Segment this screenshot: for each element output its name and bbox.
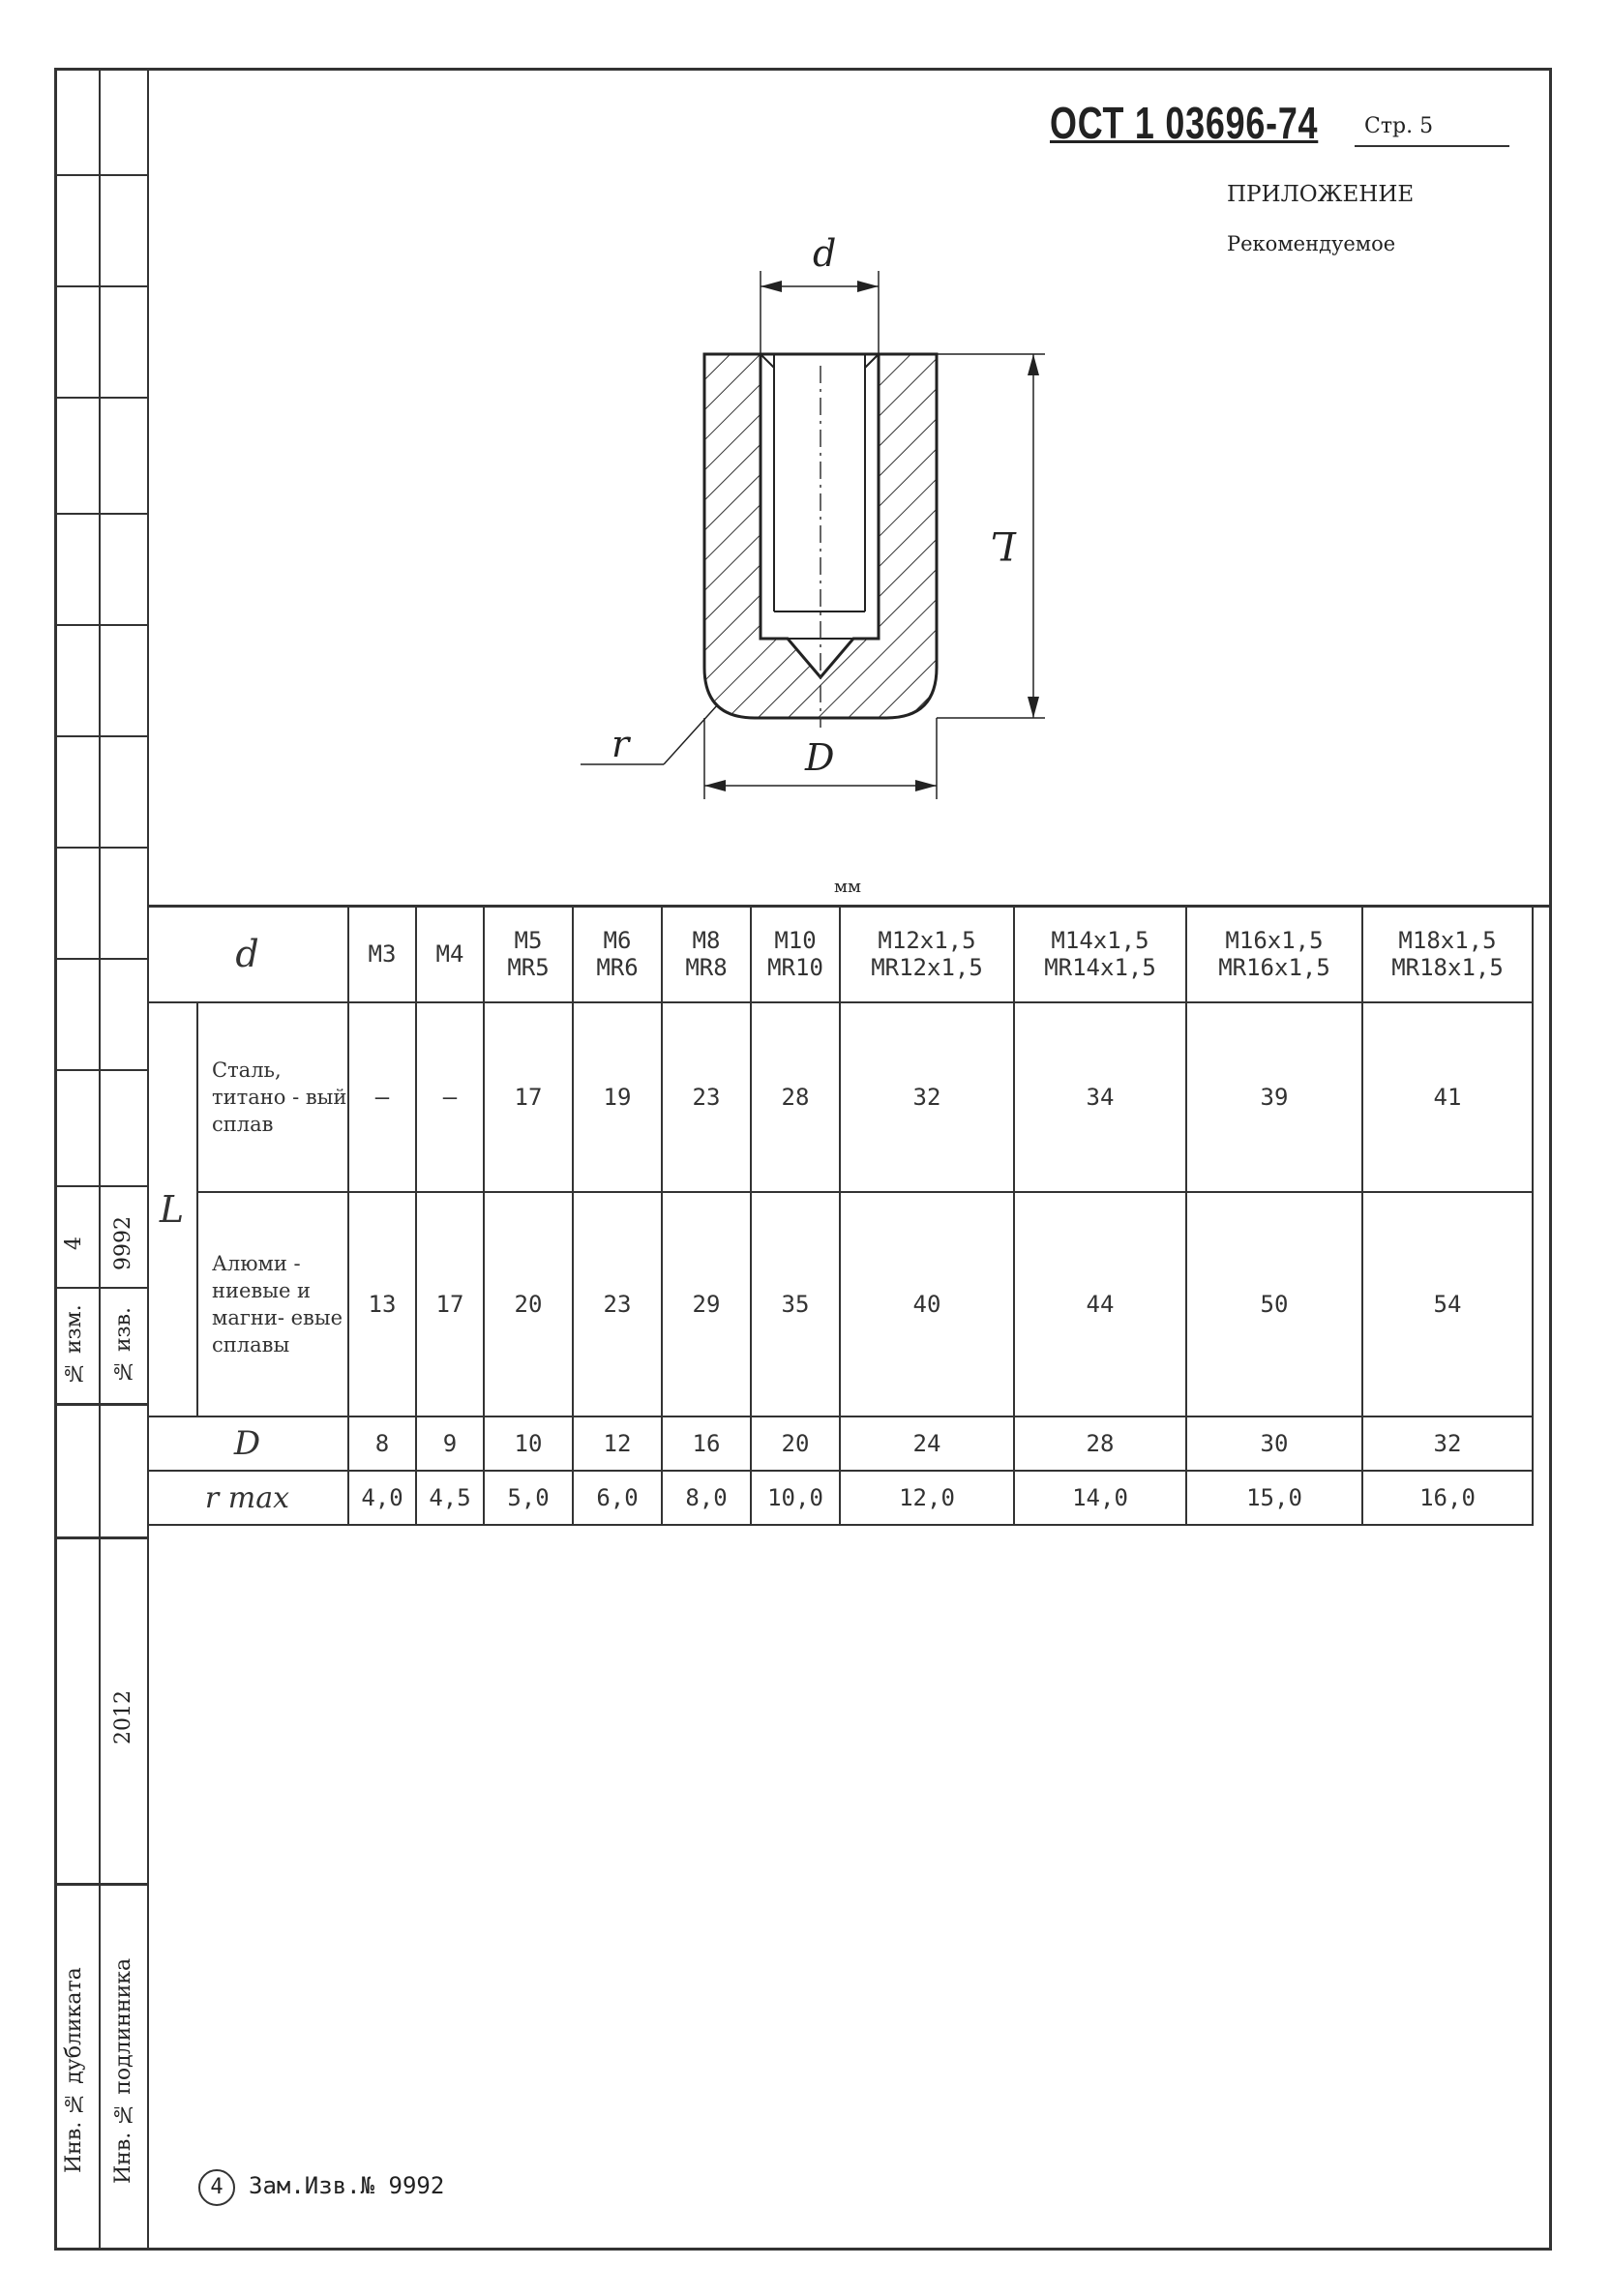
orig-inv-label: Инв. № подлинника [111, 1957, 135, 2184]
dim-d-label: d [813, 232, 837, 275]
value-cell: 6,0 [573, 1471, 662, 1525]
value-cell: 13 [348, 1192, 416, 1416]
side-frame-tick [54, 1185, 147, 1187]
dim-r-label: r [612, 723, 630, 765]
value-cell: 28 [1014, 1416, 1186, 1471]
value-cell: 12 [573, 1416, 662, 1471]
change-label: № изм. [62, 1304, 86, 1386]
document-code: ОСТ 1 03696-74 [1050, 98, 1319, 148]
value-cell: 32 [840, 1002, 1014, 1192]
value-cell: 35 [751, 1192, 840, 1416]
value-cell: 15,0 [1186, 1471, 1362, 1525]
value-cell: 10 [484, 1416, 573, 1471]
value-cell: 4,0 [348, 1471, 416, 1525]
value-cell: 32 [1362, 1416, 1533, 1471]
change-note [198, 2169, 444, 2206]
table-row [147, 1416, 1533, 1471]
material-cell: Алюми - ниевые и магни- евые сплавы [197, 1192, 348, 1416]
year-field: 2012 [111, 1690, 135, 1744]
side-frame-tick [54, 1883, 147, 1886]
side-frame-tick [54, 972, 56, 974]
table-row [147, 1471, 1533, 1525]
value-cell: 8,0 [662, 1471, 751, 1525]
value-cell: 30 [1186, 1416, 1362, 1471]
col-header: M16x1,5 MR16x1,5 [1186, 906, 1362, 1002]
value-cell: 44 [1014, 1192, 1186, 1416]
table-row [147, 1002, 1533, 1192]
value-cell: 23 [662, 1002, 751, 1192]
col-header: M6 MR6 [573, 906, 662, 1002]
dimensions-table [147, 905, 1534, 1526]
col-header: M18x1,5 MR18x1,5 [1362, 906, 1533, 1002]
side-frame-tick [54, 958, 147, 960]
notice-number: 9992 [111, 1216, 135, 1270]
value-cell: 17 [484, 1002, 573, 1192]
appendix-status: Рекомендуемое [1227, 232, 1396, 255]
insert-drawing [0, 0, 1611, 871]
appendix-title: ПРИЛОЖЕНИЕ [1227, 182, 1415, 207]
change-note-text: Зам.Изв.№ 9992 [249, 2172, 445, 2199]
value-cell: 19 [573, 1002, 662, 1192]
side-frame-tick [54, 1403, 147, 1406]
r-max-header: r max [147, 1471, 348, 1525]
col-header: M4 [416, 906, 484, 1002]
col-header: M5 MR5 [484, 906, 573, 1002]
col-header: M10 MR10 [751, 906, 840, 1002]
L-header: L [147, 1002, 197, 1416]
value-cell: 17 [416, 1192, 484, 1416]
col-header: M8 MR8 [662, 906, 751, 1002]
change-circle: 4 [198, 2169, 235, 2206]
value-cell: 20 [484, 1192, 573, 1416]
threaded-bore [761, 354, 879, 677]
value-cell: 20 [751, 1416, 840, 1471]
dup-inv-label: Инв. № дубликата [62, 1967, 86, 2174]
units-label: мм [834, 877, 862, 897]
value-cell: 41 [1362, 1002, 1533, 1192]
value-cell: – [416, 1002, 484, 1192]
dim-D-label: D [805, 736, 835, 779]
value-cell: 4,5 [416, 1471, 484, 1525]
value-cell: – [348, 1002, 416, 1192]
value-cell: 5,0 [484, 1471, 573, 1525]
value-cell: 16,0 [1362, 1471, 1533, 1525]
value-cell: 34 [1014, 1002, 1186, 1192]
side-frame-tick [54, 1287, 147, 1289]
value-cell: 28 [751, 1002, 840, 1192]
side-frame-tick [54, 1069, 147, 1071]
change-number: 4 [62, 1237, 86, 1250]
value-cell: 16 [662, 1416, 751, 1471]
value-cell: 9 [416, 1416, 484, 1471]
value-cell: 8 [348, 1416, 416, 1471]
D-header: D [147, 1416, 348, 1471]
col-header: M14x1,5 MR14x1,5 [1014, 906, 1186, 1002]
value-cell: 40 [840, 1192, 1014, 1416]
value-cell: 12,0 [840, 1471, 1014, 1525]
material-cell: Сталь, титано - вый сплав [197, 1002, 348, 1192]
col-header: M3 [348, 906, 416, 1002]
table-row [147, 1192, 1533, 1416]
notice-label: № изв. [111, 1306, 135, 1384]
side-frame-tick [54, 1536, 147, 1539]
value-cell: 54 [1362, 1192, 1533, 1416]
value-cell: 23 [573, 1192, 662, 1416]
d-header: d [147, 906, 348, 1002]
thread-header-row [147, 906, 1533, 1002]
value-cell: 50 [1186, 1192, 1362, 1416]
value-cell: 24 [840, 1416, 1014, 1471]
col-header: M12x1,5 MR12x1,5 [840, 906, 1014, 1002]
value-cell: 29 [662, 1192, 751, 1416]
value-cell: 14,0 [1014, 1471, 1186, 1525]
dim-L-label: L [990, 522, 1016, 567]
page-number: Стр. 5 [1364, 114, 1434, 138]
value-cell: 10,0 [751, 1471, 840, 1525]
value-cell: 39 [1186, 1002, 1362, 1192]
